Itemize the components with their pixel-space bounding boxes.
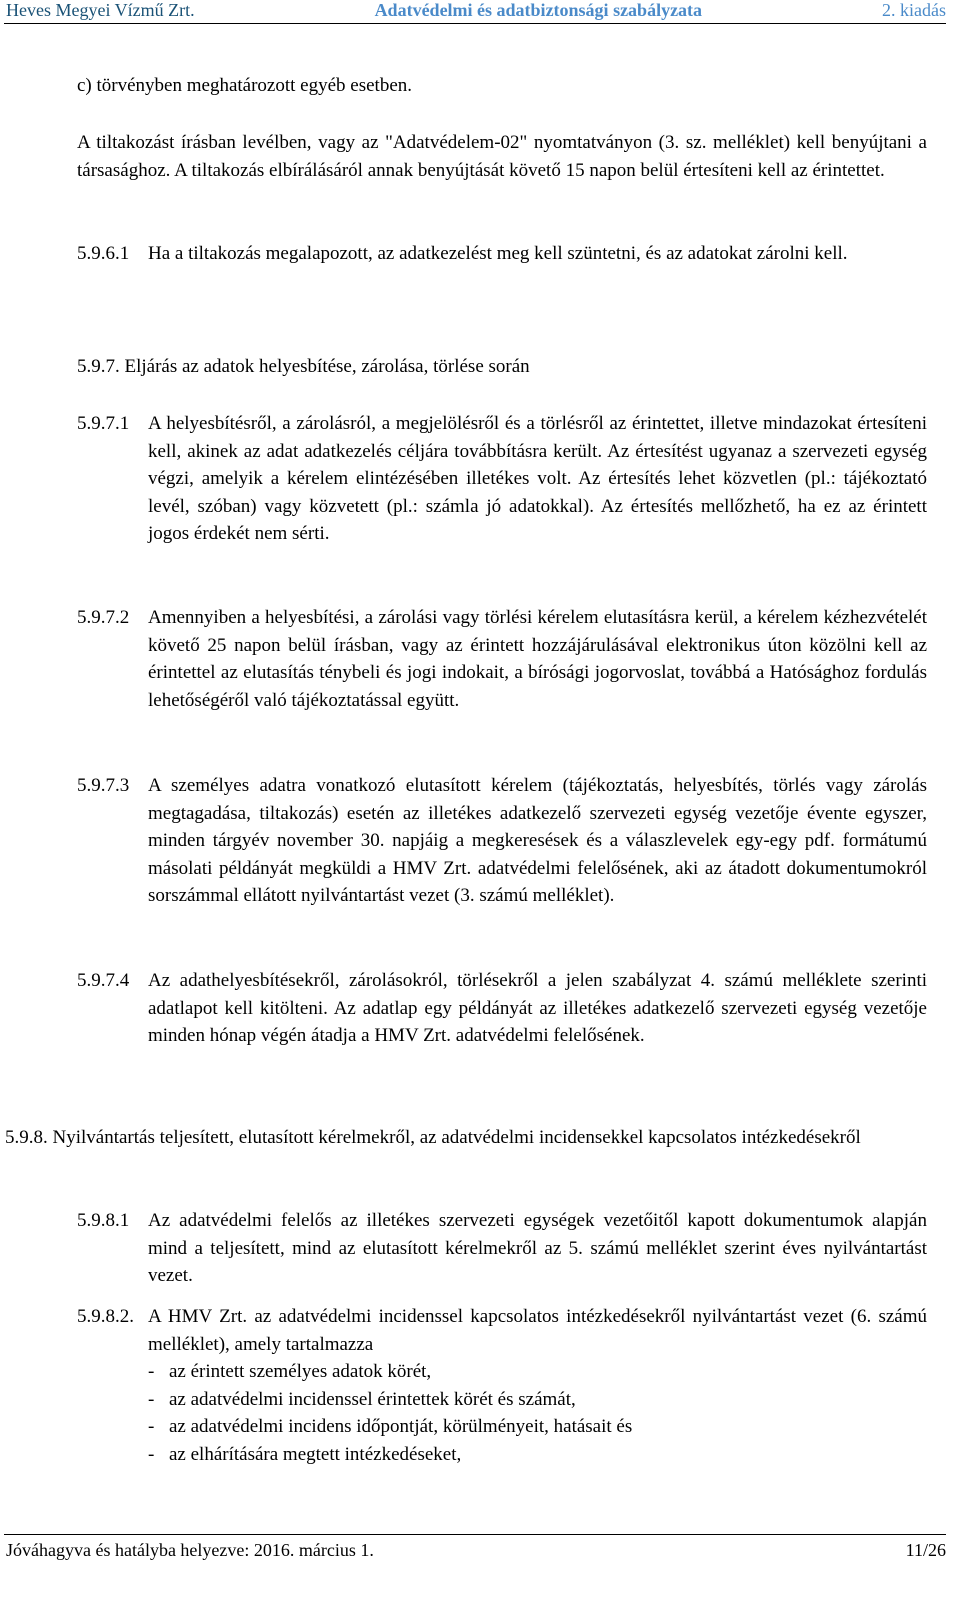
header-edition: 2. kiadás	[882, 0, 946, 20]
dash-bullet: -	[148, 1416, 155, 1437]
heading-597: 5.9.7. Eljárás az adatok helyesbítése, zárolása, törlése során	[77, 356, 530, 377]
section-text-5971: A helyesbítésről, a zárolásról, a megjelölésről és a törlésről az érintettet, illetve mindazokat értesíteni kell, akinek az adat adatkezelés céljára továbbításra került. Az értesítést ugyanaz a szervezeti egység végzi, amelyik a kérelem elintézésében illetékes volt. Az értesítés lehet közvetlen (pl.: tájékoztató levél, szóban) vagy közvetett (pl.: számla jó adatokkal). Az értesítés mellőzhető, ha ez az érintett jogos érdekét nem sérti.	[148, 413, 927, 544]
list-item-text: az érintett személyes adatok körét,	[169, 1361, 432, 1382]
header-organization: Heves Megyei Vízmű Zrt.	[6, 0, 195, 20]
dash-bullet: -	[148, 1361, 155, 1382]
footer-approval-date: Jóváhagyva és hatályba helyezve: 2016. március 1.	[6, 1540, 374, 1560]
section-number-5982: 5.9.8.2.	[77, 1306, 134, 1327]
header-document-title: Adatvédelmi és adatbiztonsági szabályzata	[374, 0, 703, 20]
section-text-5974: Az adathelyesbítésekről, zárolásokról, törlésekről a jelen szabályzat 4. számú melléklete szerinti adatlapot kell kitölteni. Az adatlap egy példányát az illetékes adatkezelő szervezeti egység vezetője minden hónap végén átadja a HMV Zrt. adatvédelmi felelősének.	[148, 970, 927, 1046]
section-text-5982: A HMV Zrt. az adatvédelmi incidenssel kapcsolatos intézkedésekről nyilvántartást vezet (6. számú melléklet), amely tartalmazza	[148, 1306, 927, 1355]
section-text-5973: A személyes adatra vonatkozó elutasított kérelem (tájékoztatás, helyesbítés, törlés vagy zárolás megtagadása, tiltakozás) esetén az illetékes adatkezelő szervezeti egység vezetője évente egyszer, minden tárgyév november 30. napjáig a megkeresések és a válaszlevelek egy-egy pdf. formátumú másolati példányát megküldi a HMV Zrt. adatvédelmi felelősének, aki az átadott dokumentumokról sorszámmal ellátott nyilvántartást vezet (3. számú melléklet).	[148, 775, 927, 906]
footer-divider	[4, 1534, 946, 1535]
list-item	[148, 1441, 927, 1469]
section-number-5971: 5.9.7.1	[77, 413, 130, 434]
dash-bullet: -	[148, 1388, 155, 1410]
dash-bullet: -	[148, 1443, 155, 1465]
heading-598: 5.9.8. Nyilvántartás teljesített, elutasított kérelmekről, az adatvédelmi incidensekkel kapcsolatos intézkedésekről	[5, 1127, 861, 1148]
header-divider	[4, 23, 946, 24]
list-item-text: az adatvédelmi incidens időpontját, körülményeit, hatásait és	[169, 1416, 633, 1437]
list-item	[148, 1386, 927, 1414]
list-item-c: c) törvényben meghatározott egyéb esetben.	[77, 75, 412, 96]
section-text-5981: Az adatvédelmi felelős az illetékes szervezeti egységek vezetőitől kapott dokumentumok alapján mind a teljesített, mind az elutasított kérelmekről az 5. számú melléklet szerint éves nyilvántartást vezet.	[148, 1210, 927, 1286]
list-item-text: az adatvédelmi incidenssel érintettek körét és számát,	[169, 1388, 576, 1410]
section-text-5972: Amennyiben a helyesbítési, a zárolási vagy törlési kérelem elutasításra kerül, a kérelem kézhezvételét követő 25 napon belül írásban, vagy az érintett hozzájárulásával elektronikus úton közölni kell az érintettel az elutasítás ténybeli és jogi indokait, a bírósági jogorvoslat, továbbá a Hatósághoz fordulás lehetőségéről való tájékoztatással együtt.	[148, 607, 927, 711]
section-number-5961: 5.9.6.1	[77, 243, 130, 264]
section-text-5961: Ha a tiltakozás megalapozott, az adatkezelést meg kell szüntetni, és az adatokat zárolni kell.	[148, 243, 848, 264]
list-item-text: az elhárítására megtett intézkedéseket,	[169, 1443, 462, 1465]
objection-paragraph: A tiltakozást írásban levélben, vagy az "Adatvédelem-02" nyomtatványon (3. sz. melléklet) kell benyújtani a társasághoz. A tiltakozás elbírálásáról annak benyújtását követő 15 napon belül értesíteni kell az érintettet.	[77, 132, 927, 181]
list-item	[148, 1413, 927, 1441]
section-number-5973: 5.9.7.3	[77, 775, 130, 796]
footer-page-number: 11/26	[905, 1540, 946, 1560]
section-number-5981: 5.9.8.1	[77, 1210, 130, 1231]
section-number-5972: 5.9.7.2	[77, 607, 130, 628]
section-number-5974: 5.9.7.4	[77, 970, 130, 991]
section-5982	[148, 1303, 927, 1468]
list-item	[148, 1358, 927, 1386]
page-header	[6, 0, 946, 24]
page-footer	[6, 1538, 946, 1562]
